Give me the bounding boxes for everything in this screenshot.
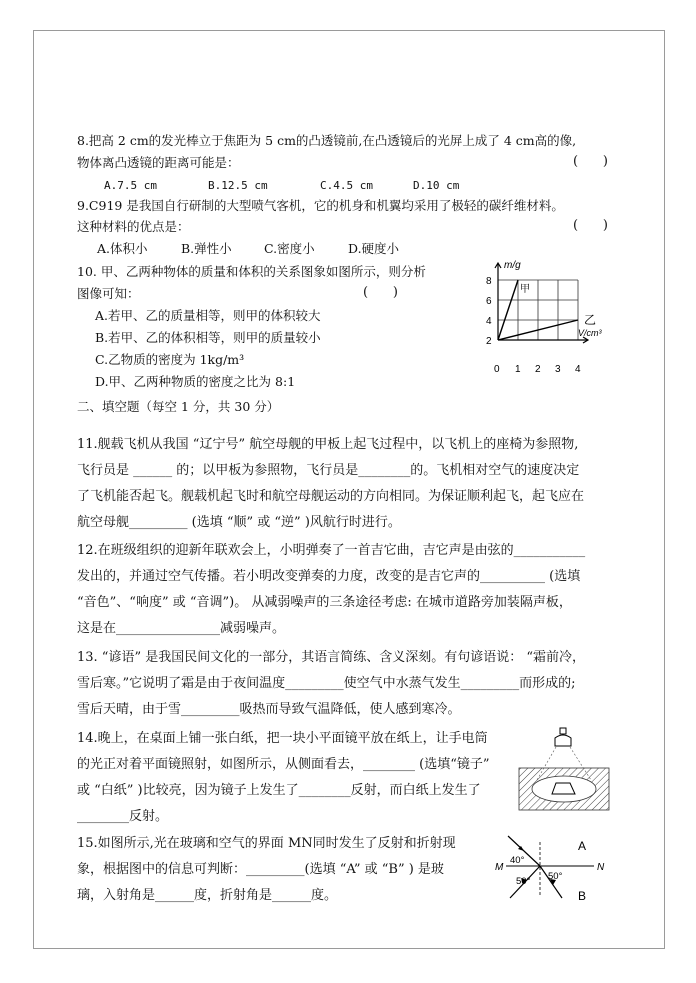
q10-option-d: D.甲、乙两种物质的密度之比为 8:1 — [95, 374, 296, 389]
angle-50-left: 50° — [516, 876, 531, 887]
q14-line3: 或 “白纸” )比较亮，因为镜子上发生了________反射，而白纸上发生了 — [77, 783, 481, 798]
x-tick-1: 1 — [515, 364, 521, 375]
q8-answer-paren: ( ) — [573, 154, 608, 169]
q15-line2: 象，根据图中的信息可判断：_________(选填 “A” 或 “B” ) 是玻 — [77, 862, 444, 877]
y-tick-6: 6 — [486, 296, 492, 307]
q8-option-c: C.4.5 cm — [320, 179, 373, 192]
q12-line4: 这是在________________减弱噪声。 — [77, 621, 286, 636]
q15-line3: 璃，入射角是______度，折射角是______度。 — [77, 888, 338, 903]
q8-line1: 8.把高 2 cm的发光棒立于焦距为 5 cm的凸透镜前,在凸透镜后的光屏上成了 4 cm高的像, — [77, 133, 577, 148]
graph-ylabel: m/g — [504, 260, 521, 271]
q13-line1: 13. “谚语” 是我国民间文化的一部分，其语言简练、含义深刻。有句谚语说： “霜前冷， — [77, 650, 586, 665]
q10-option-c: C.乙物质的密度为 1kg/m³ — [95, 352, 245, 367]
q12-line3: “音色”、“响度” 或 “音调”)。 从减弱噪声的三条途径考虑: 在城市道路旁加装隔声板， — [77, 595, 572, 610]
y-tick-8: 8 — [486, 276, 492, 287]
q13-line3: 雪后天晴，由于雪_________吸热而导致气温降低，使人感到寒冷。 — [77, 702, 461, 717]
q9-line2: 这种材料的优点是： — [77, 219, 190, 234]
q9-answer-paren: ( ) — [573, 218, 608, 233]
graph-xlabel: V/cm³ — [578, 328, 602, 338]
q10-option-b: B.若甲、乙的体积相等，则甲的质量较小 — [95, 330, 321, 345]
series-yi-label: 乙 — [584, 313, 597, 327]
label-m: M — [495, 862, 504, 873]
q12-line2: 发出的，并通过空气传播。若小明改变弹奏的力度，改变的是吉它声的__________ (选填 — [77, 569, 581, 584]
label-b: B — [578, 889, 587, 903]
q9-line1: 9.C919 是我国自行研制的大型喷气客机，它的机身和机翼均采用了极轻的碳纤维材料。 — [77, 198, 564, 213]
series-jia-label: 甲 — [520, 284, 530, 295]
refraction-figure — [490, 832, 615, 907]
y-tick-4: 4 — [486, 316, 492, 327]
x-tick-3: 3 — [555, 364, 561, 375]
q14-line1: 14.晚上，在桌面上铺一张白纸，把一块小平面镜平放在纸上，让手电筒 — [77, 731, 488, 746]
q10-answer-paren: ( ) — [363, 285, 398, 300]
q14-line2: 的光正对着平面镜照射，如图所示，从侧面看去，________ (选填“镜子” — [77, 757, 490, 772]
x-tick-0: 0 — [494, 364, 500, 375]
mass-volume-graph — [480, 256, 620, 376]
angle-50-right: 50° — [548, 871, 563, 882]
x-tick-4: 4 — [575, 364, 581, 375]
label-a: A — [578, 839, 587, 853]
q9-option-a: A.体积小 — [97, 241, 148, 256]
q10-line2: 图像可知： — [77, 286, 140, 301]
label-n: N — [597, 862, 605, 873]
q8-option-d: D.10 cm — [413, 179, 460, 192]
q11-line3: 了飞机能否起飞。舰载机起飞时和航空母舰运动的方向相同。为保证顺利起飞，起飞应在 — [77, 489, 585, 504]
q9-option-c: C.密度小 — [264, 241, 315, 256]
q15-line1: 15.如图所示,光在玻璃和空气的界面 MN同时发生了反射和折射现 — [77, 836, 456, 851]
q14-line4: ________反射。 — [77, 809, 169, 824]
q9-option-d: D.硬度小 — [348, 241, 400, 256]
angle-40: 40° — [510, 855, 525, 866]
series-jia-line — [498, 280, 518, 340]
q8-option-a: A.7.5 cm — [104, 179, 157, 192]
q11-line4: 航空母舰_________ (选填 “顺” 或 “逆” )风航行时进行。 — [77, 515, 401, 530]
q10-line1: 10. 甲、乙两种物体的质量和体积的关系图象如图所示，则分析 — [77, 264, 426, 279]
q11-line2: 飞行员是 ______ 的；以甲板为参照物，飞行员是________的。飞机相对空气的速度决定 — [77, 463, 580, 478]
q11-line1: 11.舰载飞机从我国 “辽宁号” 航空母舰的甲板上起飞过程中，以飞机上的座椅为参照物, — [77, 437, 579, 452]
q8-option-b: B.12.5 cm — [208, 179, 268, 192]
section-title: 二、填空题（每空 1 分，共 30 分） — [77, 399, 280, 414]
y-tick-2: 2 — [486, 336, 492, 347]
q12-line1: 12.在班级组织的迎新年联欢会上，小明弹奏了一首吉它曲，吉它声是由弦的___________ — [77, 543, 586, 558]
q13-line2: 雪后寒。”它说明了霜是由于夜间温度_________使空气中水蒸气发生_________而形成的; — [77, 676, 576, 691]
flashlight-mirror-figure — [515, 724, 615, 819]
q10-option-a: A.若甲、乙的质量相等，则甲的体积较大 — [95, 308, 321, 323]
x-tick-2: 2 — [535, 364, 541, 375]
q8-line2: 物体离凸透镜的距离可能是： — [77, 155, 240, 170]
q9-option-b: B.弹性小 — [181, 241, 232, 256]
